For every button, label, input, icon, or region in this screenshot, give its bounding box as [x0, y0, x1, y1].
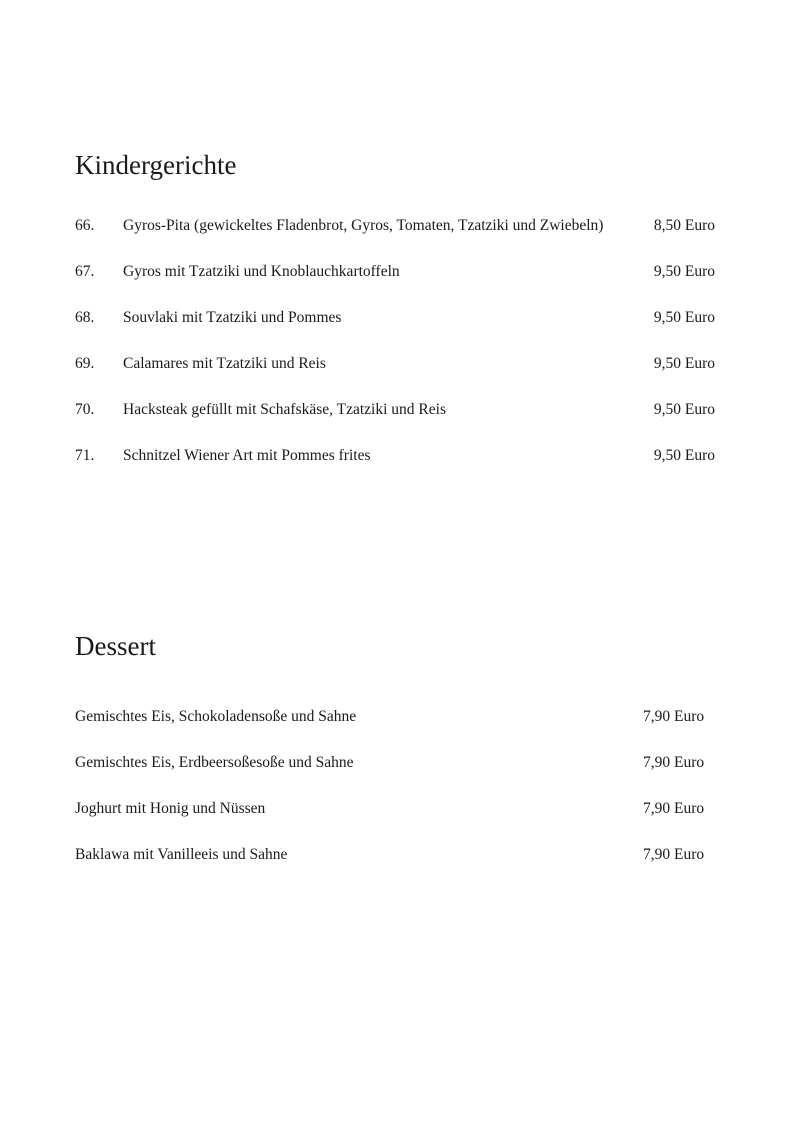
item-number: 67.	[75, 263, 95, 280]
item-number: 71.	[75, 447, 95, 464]
item-price: 9,50 Euro	[653, 355, 715, 372]
item-number: 70.	[75, 401, 95, 418]
section-title-kindergerichte: Kindergerichte	[75, 150, 237, 180]
item-price: 7,90 Euro	[643, 846, 705, 863]
item-name: Baklawa mit Vanilleeis und Sahne	[75, 846, 288, 863]
menu-item	[75, 753, 707, 773]
item-price: 7,90 Euro	[643, 708, 705, 725]
menu-item	[75, 799, 707, 819]
item-price: 8,50 Euro	[653, 217, 715, 234]
item-price: 9,50 Euro	[653, 263, 715, 280]
menu-item	[75, 354, 715, 374]
item-number: 66.	[75, 217, 95, 234]
item-name: Calamares mit Tzatziki und Reis	[123, 355, 326, 372]
menu-item	[75, 216, 715, 236]
menu-item	[75, 845, 707, 865]
item-price: 7,90 Euro	[643, 754, 705, 771]
item-name: Gemischtes Eis, Erdbeersoßesoße und Sahne	[75, 754, 354, 771]
item-number: 68.	[75, 309, 95, 326]
menu-item	[75, 262, 715, 282]
menu-item	[75, 707, 707, 727]
item-price: 9,50 Euro	[653, 401, 715, 418]
menu-item	[75, 400, 715, 420]
item-name: Schnitzel Wiener Art mit Pommes frites	[123, 447, 371, 464]
item-name: Hacksteak gefüllt mit Schafskäse, Tzatziki und Reis	[123, 401, 446, 418]
item-price: 7,90 Euro	[643, 800, 705, 817]
item-name: Joghurt mit Honig und Nüssen	[75, 800, 266, 817]
item-price: 9,50 Euro	[653, 309, 715, 326]
menu-item	[75, 308, 715, 328]
item-number: 69.	[75, 355, 95, 372]
item-price: 9,50 Euro	[653, 447, 715, 464]
item-name: Souvlaki mit Tzatziki und Pommes	[123, 309, 342, 326]
menu-item	[75, 446, 715, 466]
item-name: Gemischtes Eis, Schokoladensoße und Sahne	[75, 708, 357, 725]
item-name: Gyros-Pita (gewickeltes Fladenbrot, Gyros, Tomaten, Tzatziki und Zwiebeln)	[123, 217, 604, 234]
item-name: Gyros mit Tzatziki und Knoblauchkartoffeln	[123, 263, 400, 280]
section-title-dessert: Dessert	[75, 631, 156, 661]
